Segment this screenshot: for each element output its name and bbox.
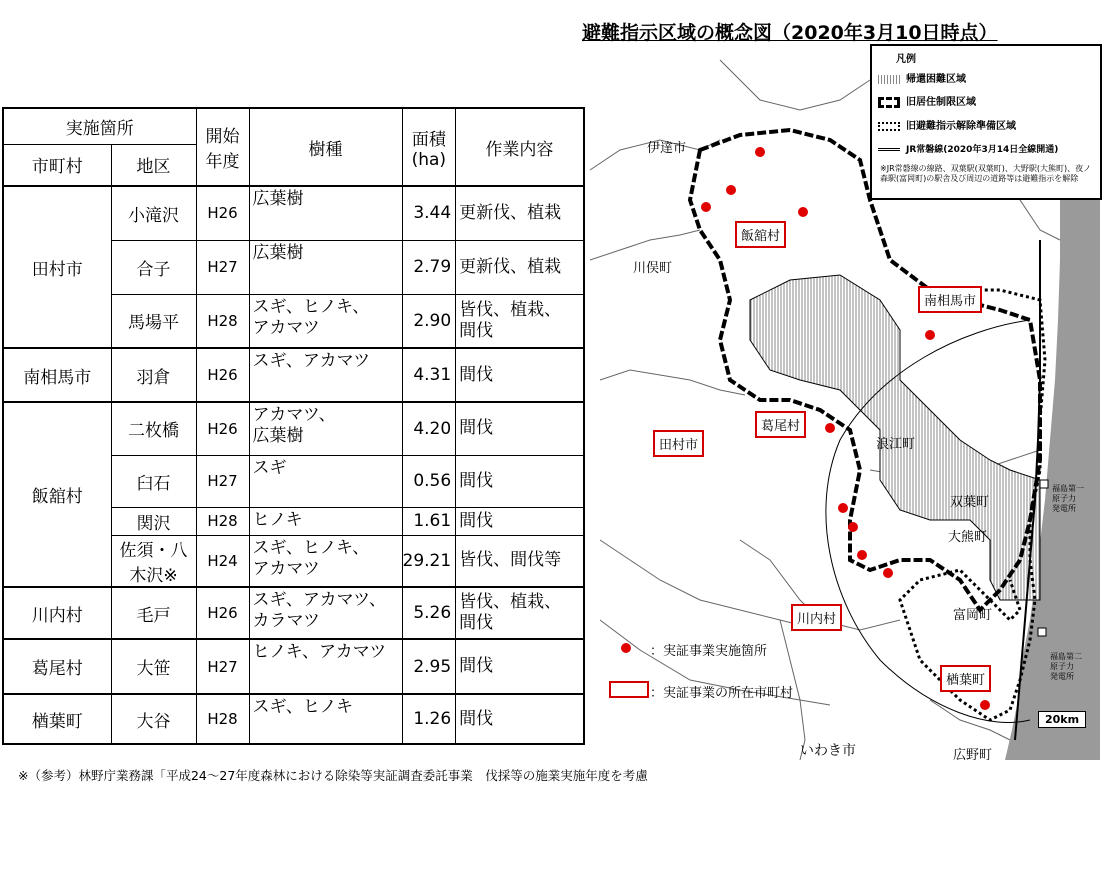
map-legend [870,44,1102,200]
species-cell [249,535,402,587]
legend-item-restricted [878,93,976,108]
species-cell [249,348,402,402]
box-tamura: 田村市 [653,430,704,457]
legend-label: 旧避難指示解除準備区域 [906,121,1016,132]
year-cell: H26 [196,186,249,240]
npp2-line: 原子力 [1050,662,1074,671]
work-cell [456,294,584,348]
year-cell: H24 [196,535,249,587]
legend-note: ※JR常磐線の線路、双葉駅(双葉町)、大野駅(大熊町)、夜ノ森駅(富岡町)の駅舎及び周辺の道路等は避難指示を解除 [880,164,1092,183]
table-row [3,639,584,694]
forest-work-table [2,107,585,745]
species-cell [249,694,402,744]
species-line: アカマツ [252,558,320,579]
district-cell: 合子 [111,240,196,294]
label-namie: 浪江町 [876,437,916,452]
demo-site-marker [798,207,808,217]
legend-label: JR常磐線(2020年3月14日全線開通) [906,145,1059,155]
npp2-line: 福島第二 [1050,652,1082,661]
species-line: 広葉樹 [252,426,304,446]
label-npp1 [1052,484,1084,514]
species-line: スギ [252,457,287,478]
species-cell [249,507,402,535]
box-naraha: 楢葉町 [940,665,991,692]
species-line: ヒノキ、アカマツ [252,642,387,662]
district-line: 木沢※ [129,565,178,586]
label-kawamata: 川俣町 [633,261,673,276]
year-cell: H26 [196,587,249,639]
npp1-marker [1040,480,1048,488]
demo-site-marker [755,147,765,157]
work-cell: 更新伐、植栽 [456,240,584,294]
work-cell: 間伐 [456,639,584,694]
label-iwaki: いわき市 [800,743,856,759]
area-cell: 1.26 [402,694,456,744]
header-municipality: 市町村 [3,144,111,186]
header-start-year-line2: 年度 [205,152,240,172]
table-row [3,186,584,240]
area-cell: 4.20 [402,402,456,455]
work-line: 皆伐、植栽、 [459,592,562,612]
legend-dot-marker [621,643,631,653]
legend-swatch-stripe [878,75,900,84]
work-cell: 間伐 [456,348,584,402]
species-line: ヒノキ [252,509,303,530]
species-cell [249,455,402,507]
area-cell: 5.26 [402,587,456,639]
label-futaba: 双葉町 [950,495,990,510]
area-cell: 2.79 [402,240,456,294]
year-cell: H28 [196,507,249,535]
table-row [3,587,584,639]
map-legend-box-label: ：実証事業の所在市町村 [650,686,794,701]
district-cell: 馬場平 [111,294,196,348]
header-location: 実施箇所 [3,108,196,144]
district-cell: 羽倉 [111,348,196,402]
demo-site-marker [825,423,835,433]
npp1-line: 福島第一 [1052,484,1084,493]
species-line: スギ、ヒノキ、 [252,537,370,558]
box-minamisoma: 南相馬市 [918,286,982,313]
municipality-cell: 飯舘村 [3,402,111,587]
demo-site-marker [838,503,848,513]
area-cell: 2.90 [402,294,456,348]
demo-site-marker [883,568,893,578]
area-cell: 0.56 [402,455,456,507]
district-cell: 関沢 [111,507,196,535]
species-cell [249,639,402,694]
box-iitate: 飯舘村 [735,221,786,248]
species-line: アカマツ、 [252,405,336,425]
district-cell: 小滝沢 [111,186,196,240]
header-start-year [196,108,249,186]
table-row [3,694,584,744]
district-cell: 大笹 [111,639,196,694]
species-cell [249,186,402,240]
area-cell: 1.61 [402,507,456,535]
species-cell [249,294,402,348]
footnote: ※（参考）林野庁業務課「平成24～27年度森林における除染等実証調査委託事業 伐採等の施業実施年度を考慮 [18,768,648,783]
species-line: カラマツ [252,611,320,631]
scale-bar: 20km [1038,711,1086,728]
demo-site-marker [980,700,990,710]
area-cell: 2.95 [402,639,456,694]
year-cell: H27 [196,455,249,507]
district-cell: 毛戸 [111,587,196,639]
legend-item-jr [878,142,1058,155]
municipality-cell: 南相馬市 [3,348,111,402]
area-cell: 4.31 [402,348,456,402]
municipality-cell: 川内村 [3,587,111,639]
demo-site-marker [848,522,858,532]
municipality-cell: 田村市 [3,186,111,348]
work-cell [456,587,584,639]
legend-swatch-dashed [878,97,900,108]
species-cell [249,587,402,639]
district-cell: 二枚橋 [111,402,196,455]
map-legend-dot-label: ：実証事業実施箇所 [650,644,768,659]
work-cell: 皆伐、間伐等 [456,535,584,587]
label-date-city: 伊達市 [647,141,687,156]
legend-label: 旧居住制限区域 [906,97,976,108]
work-cell: 間伐 [456,694,584,744]
demo-site-marker [925,330,935,340]
municipality-cell: 楢葉町 [3,694,111,744]
label-npp2 [1050,652,1082,682]
year-cell: H28 [196,294,249,348]
work-line: 皆伐、植栽、 [459,299,562,320]
demo-site-marker [701,202,711,212]
district-cell: 大谷 [111,694,196,744]
work-cell: 更新伐、植栽 [456,186,584,240]
label-tomioka: 富岡町 [953,608,993,623]
legend-label: 帰還困難区域 [906,74,966,85]
year-cell: H27 [196,639,249,694]
map-title: 避難指示区域の概念図（2020年3月10日時点） [582,22,998,44]
box-kawauchi: 川内村 [791,604,842,631]
header-area-line1: 面積 [411,129,446,150]
area-cell: 3.44 [402,186,456,240]
table-row [3,402,584,455]
header-species: 樹種 [249,108,402,186]
district-cell: 臼石 [111,455,196,507]
species-line: 広葉樹 [252,189,304,209]
label-hirono: 広野町 [953,748,993,763]
box-katsurao: 葛尾村 [755,411,806,438]
demo-site-marker [726,185,736,195]
species-line: アカマツ [252,317,320,338]
table-row [3,348,584,402]
npp1-line: 発電所 [1052,504,1076,513]
legend-swatch-line [878,148,900,151]
year-cell: H26 [196,348,249,402]
district-cell [111,535,196,587]
legend-item-preparation [878,117,1016,132]
header-area-line2: (ha) [411,149,447,170]
npp2-marker [1038,628,1046,636]
npp1-line: 原子力 [1052,494,1076,503]
year-cell: H26 [196,402,249,455]
legend-swatch-dotted [878,122,900,131]
label-okuma: 大熊町 [948,530,988,545]
header-district: 地区 [111,144,196,186]
species-cell [249,402,402,455]
work-cell: 間伐 [456,507,584,535]
year-cell: H27 [196,240,249,294]
district-line: 佐須・八 [119,540,188,561]
work-cell: 間伐 [456,402,584,455]
header-area [402,108,456,186]
work-line: 間伐 [459,320,494,341]
legend-item-difficult [878,70,966,85]
area-cell: 29.21 [402,535,456,587]
species-line: スギ、ヒノキ、 [252,296,370,317]
legend-box-marker [610,682,648,697]
species-line: スギ、ヒノキ [252,697,353,717]
species-line: 広葉樹 [252,242,304,263]
species-cell [249,240,402,294]
header-start-year-line1: 開始 [205,127,240,147]
species-line: スギ、アカマツ、 [252,590,386,610]
work-line: 間伐 [459,613,494,633]
legend-heading: 凡例 [896,54,916,65]
demo-site-marker [857,550,867,560]
municipality-cell: 葛尾村 [3,639,111,694]
work-cell: 間伐 [456,455,584,507]
year-cell: H28 [196,694,249,744]
npp2-line: 発電所 [1050,672,1074,681]
header-work: 作業内容 [456,108,584,186]
species-line: スギ、アカマツ [252,351,371,371]
